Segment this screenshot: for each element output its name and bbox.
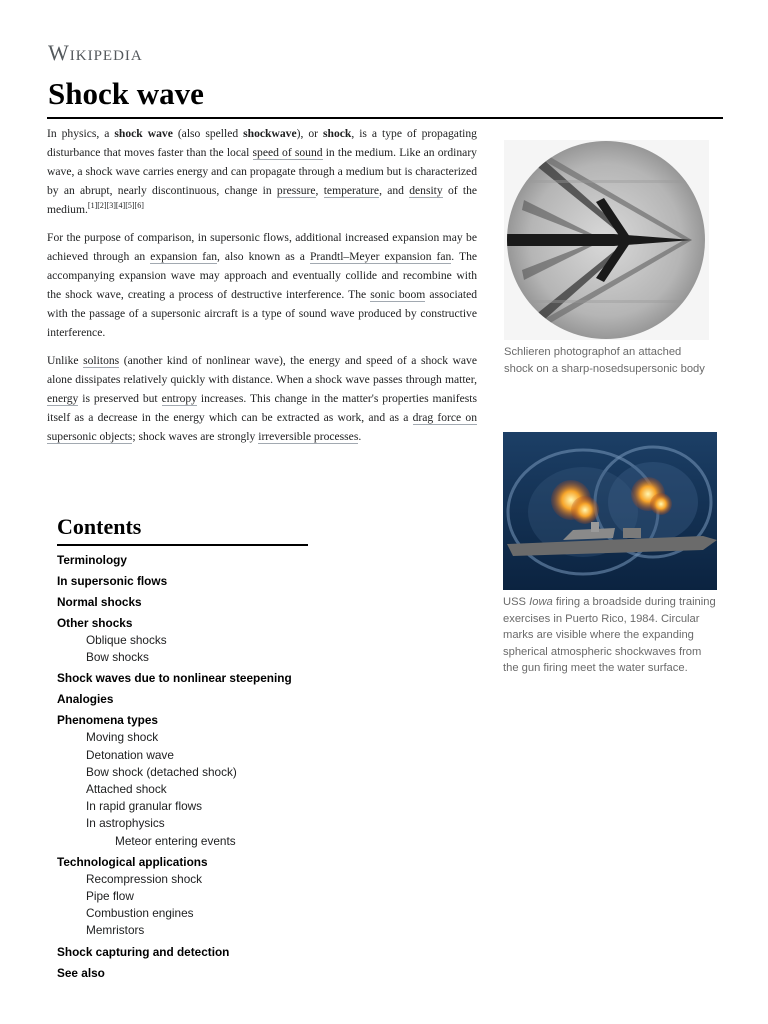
title-divider — [47, 117, 723, 119]
toc-subitem-oblique-shocks[interactable]: Oblique shocks — [86, 633, 167, 647]
intro-paragraph-2 — [47, 228, 477, 342]
link-pressure[interactable]: pressure — [276, 184, 316, 197]
citation-refs[interactable]: [1][2][3][4][5][6] — [87, 201, 144, 211]
toc-subitem-combustion-engines[interactable]: Combustion engines — [86, 906, 194, 921]
contents-divider — [57, 544, 308, 546]
text-run: . — [358, 430, 362, 443]
term-shock: shock — [322, 127, 352, 140]
text-run: of the medium. — [47, 184, 478, 216]
toc-item-analogies[interactable]: Analogies — [57, 692, 114, 707]
toc-subitem-moving-shock[interactable]: Moving shock — [86, 730, 159, 745]
text-run: USS — [503, 596, 530, 608]
ship-name: Iowa — [529, 596, 553, 608]
text-run: For the purpose of comparison, in supersonic flows, additional increased expansion may be achieved through an — [47, 231, 477, 263]
toc-subitem-astrophysics[interactable]: In astrophysics — [86, 816, 165, 831]
table-of-contents — [57, 514, 387, 982]
toc-subitem-recompression-shock[interactable]: Recompression shock — [86, 871, 203, 886]
term-shock-wave: shock wave — [114, 127, 173, 140]
text-run: In physics, a — [47, 127, 115, 140]
toc-item-phenomena-types[interactable]: Phenomena types — [57, 713, 158, 728]
toc-subitem-rapid-granular-flows[interactable]: In rapid granular flows — [86, 799, 203, 814]
text-run: , — [315, 184, 324, 197]
intro-paragraph-1 — [47, 124, 477, 219]
term-shockwave: shockwave — [243, 127, 297, 140]
text-run: in the medium. Like an ordinary wave, a shock wave carries energy and can propagate through a medium but is characterized by an abrupt, nearly discontinuous, change in — [47, 146, 477, 197]
wikipedia-wordmark[interactable]: Wikipedia — [48, 40, 143, 65]
text-run: . The accompanying expansion wave may approach and eventually collide and recombine with the shock wave, creating a process of destructive interference. The — [47, 250, 478, 301]
toc-item-shock-capturing[interactable]: Shock capturing and detection — [57, 944, 230, 959]
figure-caption — [503, 594, 717, 677]
link-entropy[interactable]: entropy — [161, 392, 197, 405]
toc-subitem-detonation-wave[interactable]: Detonation wave — [86, 747, 174, 762]
link-expansion-fan[interactable]: expansion fan — [150, 250, 218, 263]
link-drag-force[interactable]: drag force on supersonic objects — [47, 411, 477, 443]
text-run: Unlike — [47, 354, 84, 367]
toc-item-technological-applications[interactable]: Technological applications — [57, 854, 208, 869]
text-run: , is a type of propagating disturbance that moves faster than the local — [47, 127, 477, 159]
text-run: increases. This change in the matter's properties manifests itself as a decrease in the energy which can be extracted as work, and as a — [47, 392, 477, 424]
link-speed-of-sound[interactable]: speed of sound — [252, 146, 323, 159]
toc-subitem-memristors[interactable]: Memristors — [86, 923, 145, 938]
link-sonic-boom[interactable]: sonic boom — [370, 288, 426, 301]
figure-caption: Schlieren photographof an attached shock on a sharp-nosedsupersonic body — [504, 346, 705, 375]
link-temperature[interactable]: temperature — [323, 184, 380, 197]
toc-item-terminology[interactable]: Terminology — [57, 553, 127, 567]
figure-schlieren — [504, 140, 709, 377]
article-body — [47, 124, 477, 455]
page-title: Shock wave — [48, 76, 204, 111]
text-run: , also known as a — [217, 250, 310, 263]
toc-item-normal-shocks[interactable]: Normal shocks — [57, 595, 142, 609]
link-density[interactable]: density — [409, 184, 443, 197]
toc-item-other-shocks[interactable]: Other shocks — [57, 616, 133, 630]
text-run: is preserved but — [78, 392, 162, 405]
text-run: ; shock waves are strongly — [132, 430, 259, 443]
text-run: ), or — [296, 127, 323, 140]
text-run: , and — [379, 184, 410, 197]
intro-paragraph-3 — [47, 351, 477, 446]
link-irreversible-processes[interactable]: irreversible processes — [258, 430, 359, 443]
toc-item-in-supersonic-flows[interactable]: In supersonic flows — [57, 574, 168, 588]
toc-subitem-attached-shock[interactable]: Attached shock — [86, 782, 167, 797]
uss-iowa-photo[interactable] — [503, 432, 717, 590]
link-prandtl-meyer-expansion-fan[interactable]: Prandtl–Meyer expansion fan — [309, 250, 452, 263]
text-run: firing a broadside during training exercises in Puerto Rico, 1984. Circular marks are visible where the expanding spherical atmospheric shockwaves from the gun firing meet the water surface. — [503, 596, 716, 674]
contents-heading: Contents — [57, 514, 142, 539]
link-solitons[interactable]: solitons — [83, 354, 120, 367]
text-run: associated with the passage of a supersonic aircraft is a type of sound wave produced by constructive interference. — [47, 288, 478, 339]
text-run: (another kind of nonlinear wave), the energy and speed of a shock wave alone dissipates relatively quickly with distance. When a shock wave passes through matter, — [47, 354, 477, 386]
toc-item-see-also[interactable]: See also — [57, 965, 105, 980]
figure-uss-iowa — [503, 432, 717, 677]
toc-item-nonlinear-steepening[interactable]: Shock waves due to nonlinear steepening — [57, 671, 292, 686]
schlieren-photo[interactable] — [504, 140, 709, 340]
toc-subsubitem-meteor-entering-events[interactable]: Meteor entering events — [115, 833, 236, 848]
toc-subitem-bow-shock-detached[interactable]: Bow shock (detached shock) — [86, 764, 237, 779]
toc-subitem-bow-shocks[interactable]: Bow shocks — [86, 650, 149, 665]
toc-subitem-pipe-flow[interactable]: Pipe flow — [86, 889, 134, 904]
link-energy[interactable]: energy — [47, 392, 79, 405]
text-run: (also spelled — [172, 127, 244, 140]
